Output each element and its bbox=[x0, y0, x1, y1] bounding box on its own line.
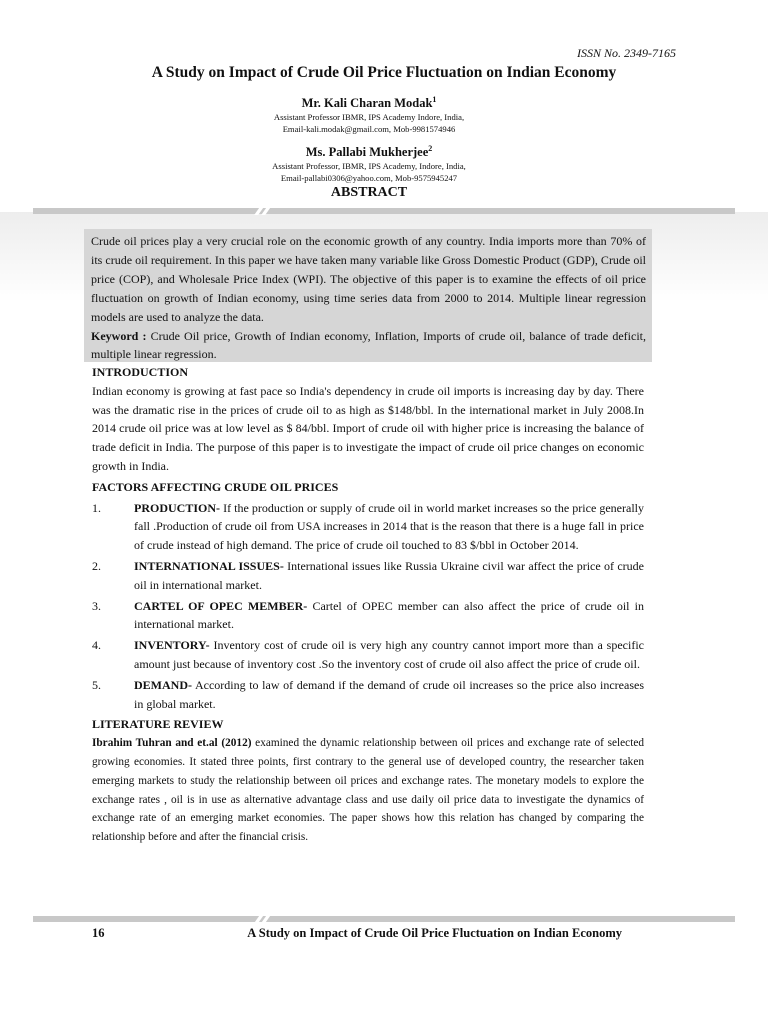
paper-title: A Study on Impact of Crude Oil Price Fluctuation on Indian Economy bbox=[151, 64, 617, 81]
author-block-2 bbox=[0, 144, 738, 184]
page-number: 16 bbox=[92, 926, 105, 940]
top-divider bbox=[33, 208, 735, 214]
list-item: 4. INVENTORY- Inventory cost of crude oil is very high any country cannot import more than a specific amount just because of inventory cost .So the inventory cost of crude oil also affect the price of crude oil. bbox=[92, 638, 644, 671]
keyword-label: Keyword : bbox=[91, 328, 147, 343]
list-item: 2. INTERNATIONAL ISSUES- International issues like Russia Ukraine civil war affect the price of crude oil in international market. bbox=[92, 558, 644, 592]
introduction-text: Indian economy is growing at fast pace so India's dependency in crude oil imports is increasing day by day. There was the dramatic rise in the prices of crude oil to as high as $148/bbl. In the international market in July 2008.In 2014 crude oil price was at low level as $ 84/bbl. Import of crude oil with higher price is increasing the balance of trade deficit in India. The purpose of this paper is to investigate the impact of crude oil price changes on economic growth in India. bbox=[92, 383, 644, 473]
abstract-box bbox=[84, 229, 652, 362]
list-item: 3. CARTEL OF OPEC MEMBER- Cartel of OPEC member can also affect the price of crude oil in international market. bbox=[92, 598, 644, 632]
factors-list bbox=[92, 499, 644, 714]
list-item: 5. DEMAND- According to law of demand if the demand of crude oil increases so the price also increases in global market. bbox=[92, 677, 644, 711]
factors-heading: FACTORS AFFECTING CRUDE OIL PRICES bbox=[92, 479, 339, 494]
author-block-1 bbox=[0, 95, 738, 135]
author-name: Mr. Kali Charan Modak$^1$ bbox=[301, 95, 437, 111]
literature-text: Ibrahim Tuhran and et.al (2012) examined the dynamic relationship between oil prices and exchange rate of selected growing economies. It stated three points, first contrary to the general use of developed country, the researcher taken emerging markets to study the relationship between oil prices and exchange rates. The monetary models to explore the exchange rates , oil is in use as alternative advantage class and use daily oil price data to investigate the dynamics of exchange rate of an emerging market economies. The paper shows how this relation has changed by comparing the relationship before and after the financial crisis. bbox=[92, 737, 644, 844]
keywords: Keyword : Crude Oil price, Growth of Indian economy, Inflation, Imports of crude oil, balance of trade deficit, multiple linear regression. bbox=[91, 328, 646, 362]
author-contact: Email-kali.modak@gmail.com, Mob-9981574946 bbox=[282, 124, 456, 135]
cited-author: Ibrahim Tuhran and et.al (2012) bbox=[92, 737, 252, 750]
literature-heading: LITERATURE REVIEW bbox=[92, 717, 224, 732]
list-item: 1. PRODUCTION- If the production or supply of crude oil in world market increases so the price generally fall .Production of crude oil from USA increases in 2014 that is the reason that there is a huge fall in price of crude instead of high demand. The price of crude oil touched to 83 $/bbl in October 2014. bbox=[92, 500, 644, 553]
main-content bbox=[92, 363, 644, 847]
author-affiliation: Assistant Professor IBMR, IPS Academy Indore, India, bbox=[273, 112, 465, 123]
introduction-heading: INTRODUCTION bbox=[92, 365, 189, 379]
issn-number: ISSN No. 2349-7165 bbox=[577, 46, 676, 60]
bottom-divider bbox=[33, 916, 735, 922]
author-name: Ms. Pallabi Mukherjee$^2$ bbox=[305, 144, 433, 160]
author-affiliation: Assistant Professor, IBMR, IPS Academy, Indore, India, bbox=[272, 161, 466, 172]
footer-title: A Study on Impact of Crude Oil Price Fluctuation on Indian Economy bbox=[247, 926, 622, 940]
author-contact: Email-pallabi0306@yahoo.com, Mob-9575945247 bbox=[280, 173, 458, 184]
abstract-heading: ABSTRACT bbox=[330, 185, 408, 200]
abstract-text: Crude oil prices play a very crucial role on the economic growth of any country. India imports more than 70% of its crude oil requirement. In this paper we have taken many variable like Gross Domestic Product (GDP), Crude oil price (COP), and Wholesale Price Index (WPI). The objective of this paper is to examine the effects of oil price fluctuation on growth of Indian economy, using time series data from 2000 to 2014. Multiple linear regression models are used to analyze the data. bbox=[91, 234, 646, 324]
